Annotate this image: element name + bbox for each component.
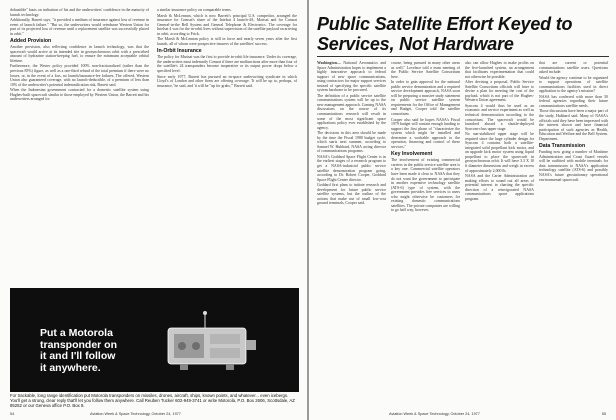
- paragraph: The decisions in this area should be made by the time the Fiscal 1980 budget cycle, which starts next summer, according to Samuel W. Hubbard, NASA acting director of communications programs.: [317, 131, 386, 154]
- left-column-2: [157, 8, 297, 284]
- paragraph: dobustible" basis on indication of his and the underwriters' confidence in the maturity of launch technology.: [10, 8, 149, 17]
- paragraph: Those discussions have been a major part of the study, Hubbard said. Many of NASA's officials said they have been impressed with the interest shown and have financial participation of such agencies as Health, Education and Welfare and the Bell System. Department.: [539, 109, 608, 141]
- paragraph: Would the agency continue to be organized to support operations of satellite communications facilities used in direct application to the agency's mission?: [539, 75, 608, 94]
- headline-rule: [317, 56, 609, 57]
- folio-line: Aviation Week & Space Technology, October 24, 1977: [90, 412, 181, 416]
- motorola-advertisement: [10, 288, 299, 392]
- paragraph: Additionally, Barrett says, "it provided a medium of insurance against loss of revenue in event of launch failure." "But so, the underwriters would reimburse Western Union for part of its projected loss of revenue until a replacement satellite was successfully placed in orbit.": [10, 18, 149, 36]
- section-heading: Key Involvement: [391, 151, 433, 158]
- section-heading: In-Orbit Insurance: [157, 48, 202, 55]
- paragraph: that are current or potential communications satellite users. Questions asked include:: [539, 61, 608, 75]
- section-heading: Added Provision: [10, 38, 52, 45]
- paragraph: course, being pursued in many other areas as well," Lovelace told a team meeting of the Public Service Satellite Consortium here.: [391, 61, 460, 79]
- right-page: [309, 0, 616, 420]
- paragraph: The definition of a public service satellite communications system will be up to the new management approach. Coming NASA discussions on the course of its communications research will result in some of the most significant space applications policy ever established by the agency.: [317, 93, 386, 130]
- paragraph: Another provision, also reflecting confidence in launch technology, was that the spacecraft would arrive at its intended site in geosynchronous orbit with a prescribed amount of hydrazine station-keeping fuel, to ensure the minimum acceptable orbital lifetime.: [10, 45, 149, 63]
- paragraph: Syncom 4 would thus be used as an economic and service experiment as well as technical demonstration according to the consortium. The spacecraft would be launched aboard a shuttle-deployed Syncom-class upper stage.: [465, 103, 534, 131]
- paragraph: Furthermore, the Wester policy provided 100% non-fractionalized (rather than the previous 85%) figure, as well as a one-third refund of the total premium if there were no losses, or, in the event of a loss, no launch/insurance-fee failures. The offered, Western Union also guaranteed coverage, with no launch-deductible, of a premium of less than 10% of the underwriter's potential indemnification risk, Barrett said.: [10, 64, 149, 87]
- paragraph: The involvement of existing commercial carriers in the public service satellite area is a key one. Commercial satellite operators have been made it clear to NASA that they do not want the government to participate in another expensive technology satellite (ATS-6) type of system, with the government provides free services to users who might otherwise be customers for existing domestic communications satellites. The private companies are willing to go half way, however.: [391, 158, 460, 213]
- paragraph-text: National Aeronautics and Space Administration hopes to implement a highly innovative approach to federal support of new space communications, using contractors for major support services instead of specifying the specific satellite system hardware to be procured.: [317, 61, 386, 93]
- ad-headline: Put a Motorola transponder on it and I'll follow it anywhere.: [40, 327, 118, 374]
- paragraph: Since early 1977, Barrett has pursued an in-space underwriting syndicate in which Lloyd's of London and other firms are offering coverage. 'It will be up to, perhaps, of insurance,' he said, and 'it will be "up for grabs,"' Barrett said.: [157, 74, 297, 88]
- ad-caption: For trackable, long range identification put Motorola transponders on missiles, drones, aircraft, ships, known points, and whatever... even icebergs. You'll get a strong, clear reply that'll let you follow them anywhere. Call Reuben Tucker 602-949-3741 or write Motorola, P.O. Box 2606, Scottsdale, AZ 85252 or our Geneva office P.O. Box 8.: [10, 393, 295, 408]
- right-column-1: [317, 61, 386, 406]
- page-headline: Public Satellite Effort Keyed to Services, Not Hardware: [317, 14, 573, 54]
- left-page: [0, 0, 307, 420]
- right-column-2: [391, 61, 460, 406]
- paragraph: The Marsh & McLennan policy is still in force and nearly seven years after the first launch, all of whom were prospective insurers of the satellites' success.: [157, 37, 297, 46]
- paragraph: Cooper also said he hopes NASA's Fiscal 1979 budget will contain enough funding to support the first phase of "characterize the system which might be installed and determine a workable approach to the operation, financing and control of these services.": [391, 117, 460, 149]
- paragraph: NASA and the Carter Administration are making efforts to sound out all areas of potential interest in charting the specific direction of a reinvigorated NASA communications space applications program.: [465, 174, 534, 201]
- paragraph: After devising a proposal, Public Service Satellite Consortium officials will have to devise a plan for meeting the cost of the payload, which is not part of the Hughes-Western Union agreement.: [465, 80, 534, 103]
- transponder-image: [160, 306, 260, 378]
- left-column-1: [10, 8, 149, 284]
- page-number: 54: [10, 412, 15, 416]
- dateline: Washington—: [317, 61, 341, 65]
- paragraph: The policy for Marisat was the first to provide in-orbit life insurance. Under its coverage, the underwriters must indemnify Comsat if there are malfunctions after more than four of the satellite's 24 transponders become inoperative or its output power drops below a specified level.: [157, 55, 297, 74]
- right-column-3: [465, 61, 534, 406]
- paragraph: No sun-stabilized upper stage will be required since the large cylinder design for Syncom 4 contains both a satellite-integrated solid propellant kick motor, and an upgrade kick motor system using liquid propellant to place the spacecraft in geosynchronous orbit. It will have 3.3 X 10 ft diameter dimensions and weigh in excess of approximately 2,000 lb.: [465, 132, 534, 173]
- paragraph: NASA has conferred with more than 50 federal agencies regarding their future communications satellite needs.: [539, 94, 608, 108]
- paragraph: Funding now going a number of Maritime Administration and Coast Guard vessels will be outfitted with mobile terminals for data transmission to NASA's application technology satellite (ATS-6) and possibly NASA's future geostationary operational environmental spacecraft.: [539, 150, 608, 182]
- paragraph: Marsh & McLennan, which is now Barrett's principal U.S. competitor, arranged the insurance for Comsat's share of the Intelsat 4 launch-4A, Marisat and for Comsat General-in-the Bell System and General Telephone & Electronics. The coverage for Intelsat 4 was for the in-orbit lives without supervision of the satellite payload on arriving in orbit, according to Frick.: [157, 13, 297, 36]
- right-column-4: [539, 61, 608, 406]
- paragraph: [317, 61, 386, 93]
- folio-line: Aviation Week & Space Technology, October 24, 1977: [389, 412, 480, 416]
- paragraph: Goddard first plans to initiate research and development for future public service satellite systems, but the outline of the actions that make use of small low-cost ground terminals, Cooper said.: [317, 183, 386, 206]
- paragraph: also can allow Hughes to make profits on the five-launched system, an arrangement that facilitates experimentation that could not otherwise be possible.: [465, 61, 534, 79]
- paragraph: a similar insurance policy on comparable terms.: [157, 8, 232, 12]
- paragraph: When the Indonesian government contracted for a domestic satellite system using Hughes-built spacecraft similar to those employed by Western Union, the Barrett and his underwriters arranged for: [10, 88, 149, 102]
- page-number: 55: [601, 412, 606, 416]
- paragraph: NASA's Goddard Space Flight Center is in the earliest stages of a research program to get a NASA-industrial public service satellite demonstration program going, according to Dr. Robert Cooper, Goddard Space Flight Center director.: [317, 154, 386, 182]
- section-heading: Data Transmission: [539, 143, 586, 150]
- paragraph: In order to gain approval for the national public service demonstration and a required service development approach, NASA soon will be preparing a massive study statement on public service satellite system requirements for the Office of Management and Budget, Cooper told the satellite consortium.: [391, 80, 460, 117]
